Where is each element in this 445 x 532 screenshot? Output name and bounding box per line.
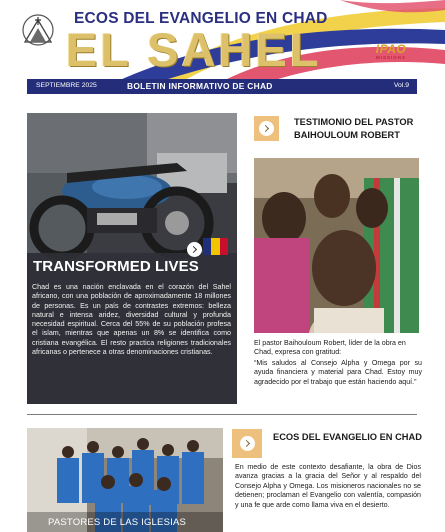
testimony-quote: “Mis saludos al Consejo Alpha y Omega por su ayuda financiera y material para Chad. Estoy muy agradecido por el trabajo que están haciendo aquí.”	[254, 359, 422, 386]
church-logo	[18, 12, 58, 48]
echoes-title: ECOS DEL EVANGELIO EN CHAD	[273, 432, 422, 442]
testimony-arrow-button[interactable]	[254, 116, 279, 141]
chad-flag-icon	[203, 238, 228, 255]
newsletter-title: EL SAHEL	[66, 23, 322, 76]
brand-subtitle: MISSIONS	[375, 55, 406, 60]
pastor-photo	[254, 158, 419, 333]
mission-brand-logo	[353, 44, 429, 60]
feature-title: TRANSFORMED LIVES	[33, 258, 199, 275]
feature-card	[27, 113, 237, 404]
section-divider	[27, 414, 417, 415]
pastors-caption: PASTORES DE LAS IGLESIAS	[48, 517, 187, 528]
newsletter-kicker: ECOS DEL EVANGELIO EN CHAD	[74, 10, 328, 27]
echoes-arrow-button[interactable]	[232, 429, 262, 458]
issue-volume: Vol.9	[393, 82, 409, 89]
read-more-button[interactable]	[187, 242, 202, 257]
echoes-body: En medio de este contexto desafiante, la obra de Dios avanza gracias a la gracia del Señor y al respaldo del Consejo Alpha y Omega. Los misioneros nacionales no se detienen; proclaman el Evangelio con valentía, compasión y una fe que arde como llama viva en el desierto.	[235, 463, 421, 509]
testimony-intro: El pastor Baihouloum Robert, líder de la obra en Chad, expresa con gratitud:	[254, 339, 406, 357]
pastors-card	[27, 428, 223, 532]
issue-date: SEPTIEMBRE 2025	[36, 82, 97, 89]
brand-name: IPAO	[375, 42, 407, 56]
info-bar	[27, 79, 417, 94]
bulletin-title: BOLETIN INFORMATIVO DE CHAD	[127, 81, 273, 91]
feature-body: Chad es una nación enclavada en el corazón del Sahel africano, con una población de aproximadamente 18 millones de personas. Es un país de contrastes extremos: belleza natural e intensa aridez, diversidad cultural y profunda necesidad espiritual. Cerca del 55% de su población profesa el islam, mientras que apenas un 8% se identifica como cristiana evangélica. El resto practica religiones tradicionales africanas o pertenece a otras denominaciones cristianas.	[32, 283, 231, 357]
testimony-title: TESTIMONIO DEL PASTOR BAIHOULOUM ROBERT	[294, 117, 414, 140]
